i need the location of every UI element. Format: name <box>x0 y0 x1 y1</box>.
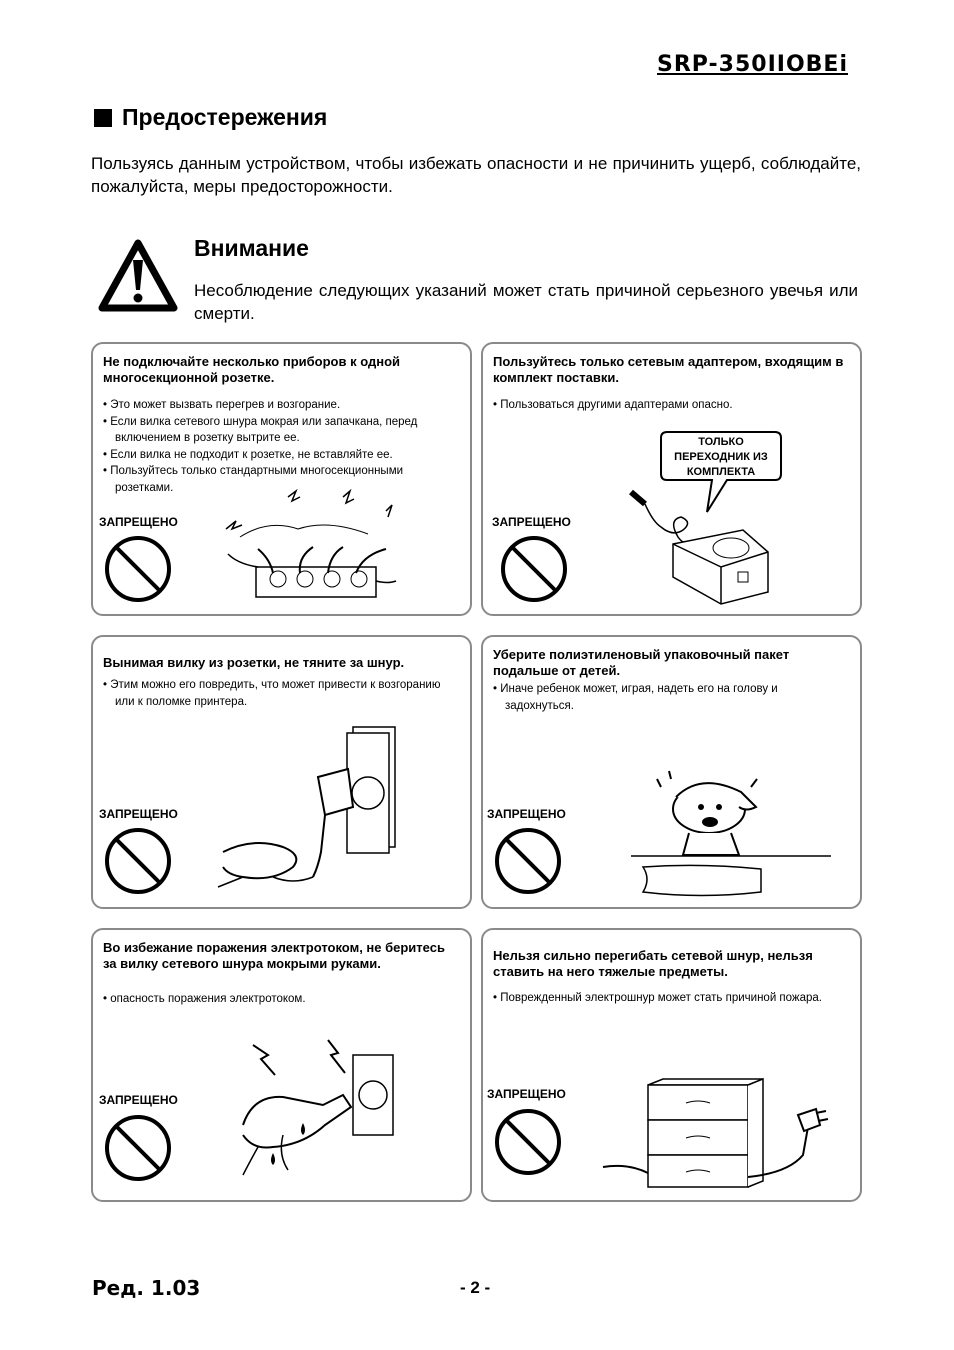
list-item: • опасность поражения электротоком. <box>103 991 458 1008</box>
page-number: - 2 - <box>460 1278 491 1297</box>
precaution-card-plastic-bag <box>481 635 862 909</box>
bubble-line: ТОЛЬКО <box>698 436 744 448</box>
forbidden-label: ЗАПРЕЩЕНО <box>99 807 178 821</box>
forbidden-label: ЗАПРЕЩЕНО <box>487 1087 566 1101</box>
bubble-line: ПЕРЕХОДНИК ИЗ <box>674 451 768 463</box>
precaution-card-pull-cord <box>91 635 472 909</box>
precaution-card-adapter <box>481 342 862 616</box>
prohibition-sign-icon <box>493 1107 563 1177</box>
card-title: Нельзя сильно перегибать сетевой шнур, нельзя ставить на него тяжелые предметы. <box>493 948 813 979</box>
prohibition-sign-icon <box>103 1113 173 1183</box>
precaution-card-wet-hands <box>91 928 472 1202</box>
card-bullets <box>493 990 848 1007</box>
list-item: • Это может вызвать перегрев и возгорание. <box>103 397 458 414</box>
list-item: • Поврежденный электрошнур может стать причиной пожара. <box>493 990 848 1007</box>
section-title-text: Предостережения <box>122 104 328 130</box>
warning-title: Внимание <box>194 235 309 261</box>
list-item: • Пользуйтесь только стандартными многосекционными розетками. <box>103 463 458 496</box>
list-item: • Пользоваться другими адаптерами опасно. <box>493 397 848 414</box>
card-title: Не подключайте несколько приборов к одной многосекционной розетке. <box>103 354 401 385</box>
prohibition-sign-icon <box>499 534 569 604</box>
bubble-text <box>661 435 781 480</box>
card-title: Пользуйтесь только сетевым адаптером, входящим в комплект поставки. <box>493 354 844 385</box>
forbidden-label: ЗАПРЕЩЕНО <box>99 1093 178 1107</box>
card-title: Уберите полиэтиленовый упаковочный пакет подальше от детей. <box>493 647 790 678</box>
card-bullets <box>103 991 458 1008</box>
list-item: • Этим можно его повредить, что может привести к возгоранию или к поломке принтера. <box>103 677 458 710</box>
revision-label: Ред. 1.03 <box>92 1276 201 1300</box>
list-item: • Иначе ребенок может, играя, надеть его на голову и задохнуться. <box>493 681 848 714</box>
child-plastic-bag-icon <box>631 767 831 902</box>
warning-text: Несоблюдение следующих указаний может стать причиной серьезного увечья или смерти. <box>194 281 858 323</box>
warning-triangle-icon <box>98 238 178 314</box>
bubble-line: КОМПЛЕКТА <box>686 466 756 478</box>
power-adapter-icon <box>623 482 773 607</box>
black-square-icon <box>94 109 112 127</box>
list-item: • Если вилка сетевого шнура мокрая или запачкана, перед включением в розетку вытрите ее. <box>103 414 458 447</box>
card-title: Вынимая вилку из розетки, не тяните за шнур. <box>103 655 405 670</box>
prohibition-sign-icon <box>103 534 173 604</box>
forbidden-label: ЗАПРЕЩЕНО <box>492 515 571 529</box>
model-name: SRP-350IIOBEi <box>657 52 848 77</box>
prohibition-sign-icon <box>493 826 563 896</box>
card-bullets <box>493 681 848 714</box>
card-bullets <box>103 397 458 496</box>
section-title <box>94 104 327 131</box>
list-item: • Если вилка не подходит к розетке, не вставляйте ее. <box>103 447 458 464</box>
prohibition-sign-icon <box>103 826 173 896</box>
forbidden-label: ЗАПРЕЩЕНО <box>99 515 178 529</box>
precaution-card-heavy-objects <box>481 928 862 1202</box>
precaution-card-multi-outlet <box>91 342 472 616</box>
wet-hand-plug-icon <box>233 1035 403 1185</box>
heavy-boxes-on-cord-icon <box>598 1075 848 1190</box>
power-strip-overload-icon <box>218 489 398 604</box>
card-bullets <box>493 397 848 414</box>
card-title: Во избежание поражения электротоком, не беритесь за вилку сетевого шнура мокрыми руками. <box>103 940 445 971</box>
forbidden-label: ЗАПРЕЩЕНО <box>487 807 566 821</box>
intro-text: Пользуясь данным устройством, чтобы избежать опасности и не причинить ущерб, соблюдайте, пожалуйста, меры предосторожности. <box>91 154 861 196</box>
card-bullets <box>103 677 458 710</box>
pulling-cord-icon <box>213 717 403 897</box>
